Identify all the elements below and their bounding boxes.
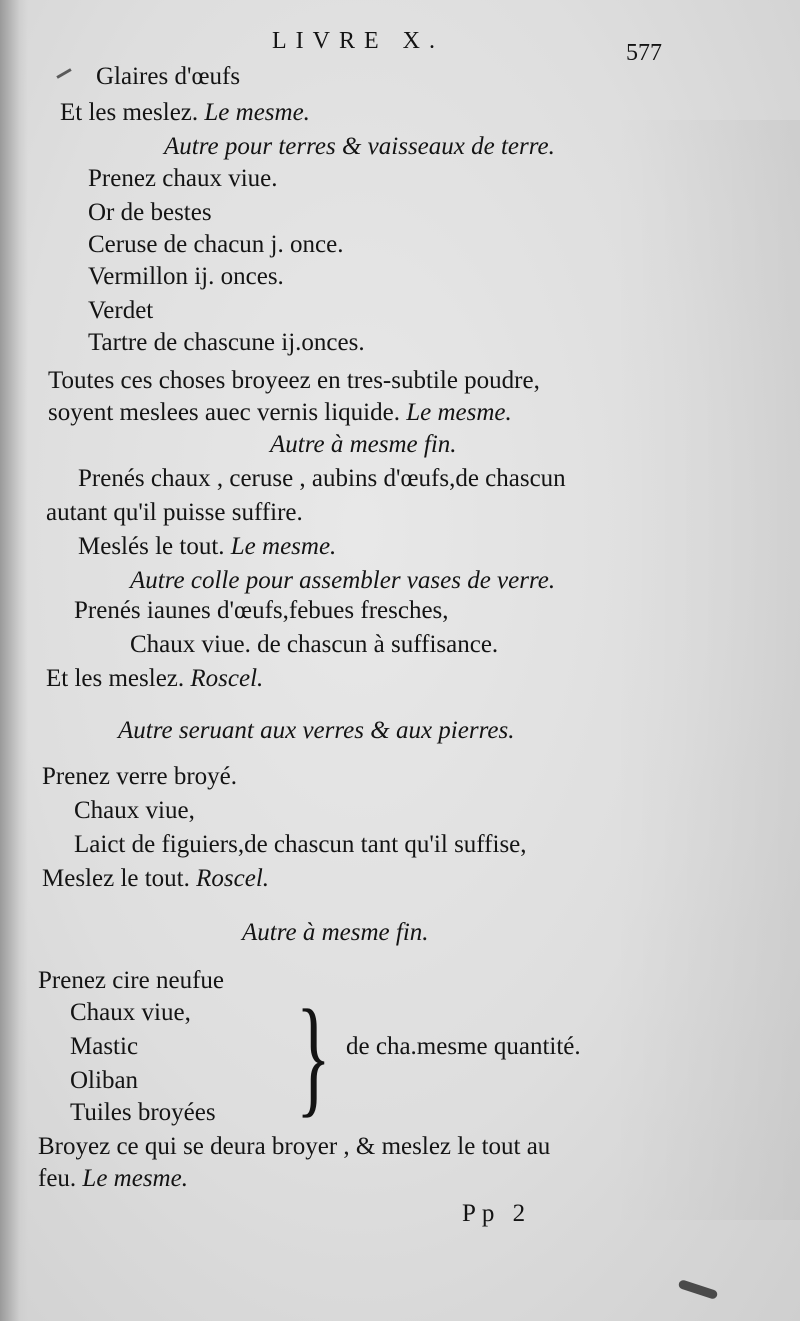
- line-text: Meslez le tout.: [42, 865, 190, 892]
- text-line: [38, 966, 224, 996]
- line-text: Chaux viue,: [70, 999, 191, 1026]
- line-text: Mastic: [70, 1033, 139, 1060]
- attribution: Le mesme.: [82, 1165, 188, 1192]
- text-line: [78, 464, 566, 494]
- text-line: [74, 830, 527, 860]
- line-text: Tuiles broyées: [70, 1099, 216, 1126]
- line-text: Ceruse de chacun j. once.: [88, 231, 344, 258]
- text-line: [130, 566, 555, 596]
- text-line: [242, 918, 429, 948]
- text-line: [88, 164, 278, 194]
- line-text: Oliban: [70, 1067, 139, 1094]
- line-text: feu.: [38, 1165, 77, 1192]
- running-title: LIVRE X.: [272, 28, 444, 54]
- line-text: Prenez verre broyé.: [42, 763, 238, 790]
- text-line: [48, 366, 540, 396]
- line-text: Vermillon ij. onces.: [88, 263, 284, 290]
- text-line: [74, 796, 195, 826]
- line-text: Glaires d'œufs: [96, 63, 241, 90]
- attribution: Le mesme.: [230, 533, 337, 560]
- text-line: [38, 1164, 188, 1194]
- text-line: [42, 762, 237, 792]
- line-text: soyent meslees auec vernis liquide.: [48, 399, 400, 426]
- page-number: 577: [626, 40, 662, 66]
- attribution: Le mesme.: [204, 99, 310, 126]
- text-line: [46, 498, 303, 528]
- text-line: [88, 262, 284, 292]
- attribution: Roscel.: [190, 665, 264, 692]
- text-line: [164, 132, 555, 162]
- line-text: Broyez ce qui se deura broyer , & meslez le tout au: [38, 1133, 551, 1160]
- brace-glyph: }: [296, 982, 331, 1129]
- line-text: Chaux viue. de chascun à suffisance.: [130, 631, 499, 658]
- line-text: Laict de figuiers,de chascun tant qu'il suffise,: [74, 831, 527, 858]
- text-line: [118, 716, 514, 746]
- line-text: Prenez cire neufue: [38, 967, 224, 994]
- line-text: Or de bestes: [88, 199, 212, 226]
- text-line: [42, 864, 269, 894]
- line-text: Verdet: [88, 297, 154, 324]
- text-line: [74, 596, 449, 626]
- line-text: Et les meslez.: [46, 665, 185, 692]
- ink-mark: [56, 68, 71, 79]
- text-line: [88, 230, 343, 260]
- text-line: [88, 328, 365, 358]
- show-through: [610, 120, 800, 1220]
- text-line: [70, 998, 191, 1028]
- text-line: [88, 296, 153, 326]
- line-text: Prenés chaux , ceruse , aubins d'œufs,de chascun: [78, 465, 566, 492]
- text-line: [70, 1032, 138, 1062]
- line-text: Toutes ces choses broyeez en tres-subtile poudre,: [48, 367, 540, 394]
- brace-note: de cha.mesme quantité.: [346, 1033, 581, 1060]
- text-line: [38, 1132, 550, 1162]
- text-line: [46, 664, 263, 694]
- line-text: Meslés le tout.: [78, 533, 225, 560]
- section-heading: Autre à mesme fin.: [242, 919, 429, 946]
- ink-smudge: [678, 1279, 719, 1300]
- text-line: [70, 1098, 216, 1128]
- attribution: Le mesme.: [406, 399, 512, 426]
- line-text: Tartre de chascune ij.onces.: [88, 329, 365, 356]
- text-line: [70, 1066, 138, 1096]
- section-heading: Autre pour terres & vaisseaux de terre.: [164, 133, 555, 160]
- section-heading: Autre seruant aux verres & aux pierres.: [118, 717, 515, 744]
- line-text: Et les meslez.: [60, 99, 199, 126]
- text-line: [96, 62, 240, 92]
- text-line: [88, 198, 212, 228]
- line-text: Prenez chaux viue.: [88, 165, 278, 192]
- text-line: [130, 630, 498, 660]
- spine-shadow: [0, 0, 28, 1321]
- section-heading: Autre à mesme fin.: [270, 431, 457, 458]
- attribution: Roscel.: [196, 865, 270, 892]
- text-line: [78, 532, 336, 562]
- text-line: [48, 398, 512, 428]
- signature-mark: Pp 2: [462, 1200, 532, 1227]
- text-line: [270, 430, 457, 460]
- line-text: Prenés iaunes d'œufs,febues fresches,: [74, 597, 449, 624]
- text-line: [60, 98, 310, 128]
- section-heading: Autre colle pour assembler vases de verre.: [130, 567, 556, 594]
- line-text: Chaux viue,: [74, 797, 195, 824]
- line-text: autant qu'il puisse suffire.: [46, 499, 303, 526]
